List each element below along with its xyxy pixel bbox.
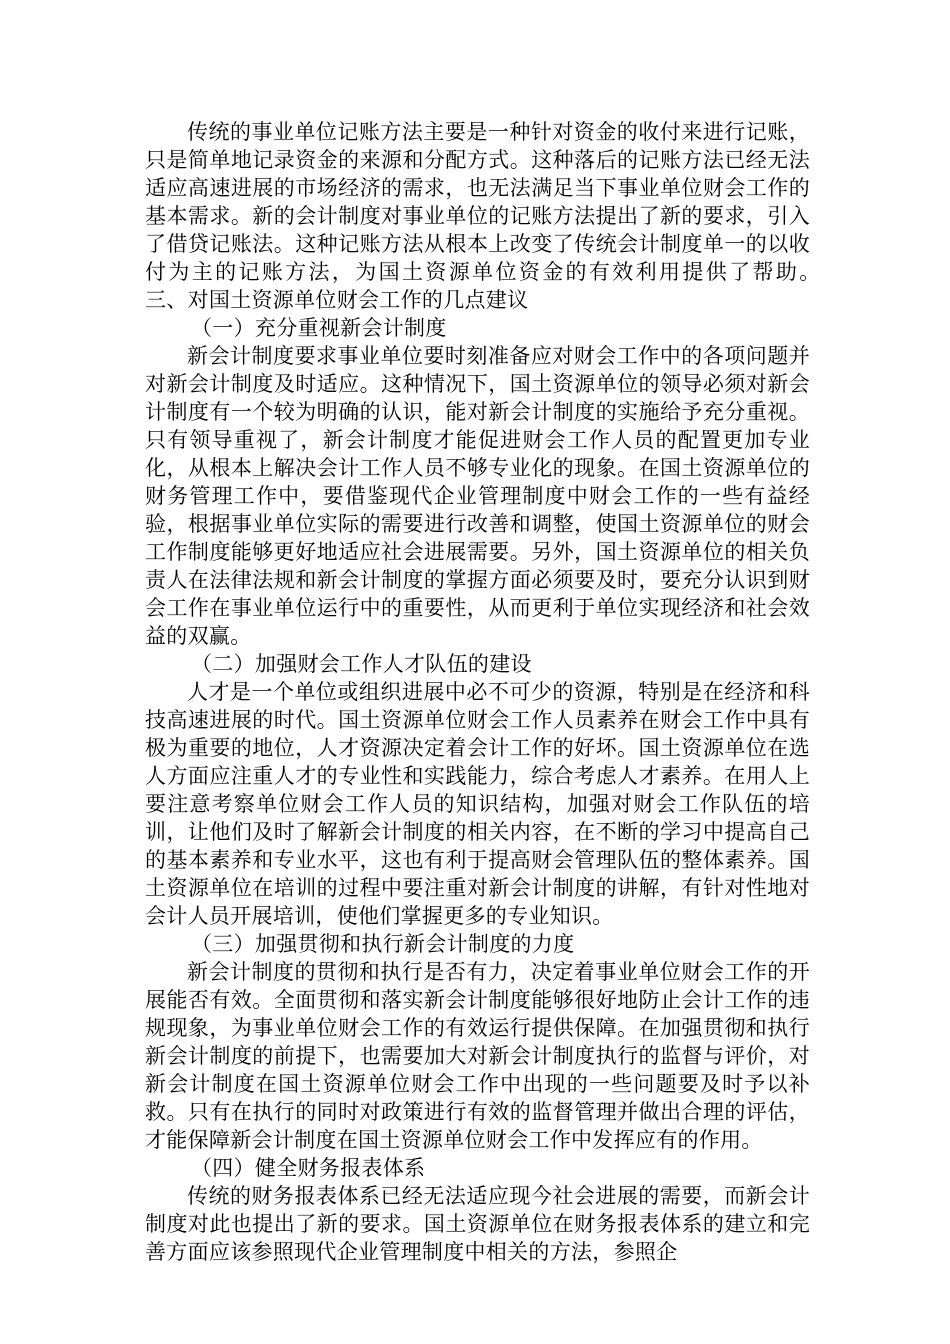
section-heading-value-new-system: （一）充分重视新会计制度 bbox=[191, 316, 447, 340]
document-page bbox=[145, 118, 874, 1266]
paragraph-value-new-system: 新会计制度要求事业单位要时刻准备应对财会工作中的各项问题并对新会计制度及时适应。这种情况下，国土资源单位的领导必须对新会计制度有一个较为明确的认识，能对新会计制度的实施给予充分重视。只有领导重视了，新会计制度才能促进财会工作人员的配置更加专业化，从根本上解决会计工作人员不够专业化的现象。在国土资源单位的财务管理工作中，要借鉴现代企业管理制度中财会工作的一些有益经验，根据事业单位实际的需要进行改善和调整，使国土资源单位的财会工作制度能够更好地适应社会进展需要。另外，国土资源单位的相关负责人在法律法规和新会计制度的掌握方面必须要及时，要充分认识到财会工作在事业单位运行中的重要性，从而更利于单位实现经济和社会效益的双赢。 bbox=[145, 344, 810, 648]
paragraph-talent-team: 人才是一个单位或组织进展中必不可少的资源，特别是在经济和科技高速进展的时代。国土资源单位财会工作人员素养在财会工作中具有极为重要的地位，人才资源决定着会计工作的好坏。国土资源单位在选人方面应注重人才的专业性和实践能力，综合考虑人才素养。在用人上要注意考察单位财会工作人员的知识结构，加强对财会工作队伍的培训，让他们及时了解新会计制度的相关内容，在不断的学习中提高自己的基本素养和专业水平，这也有利于提高财会管理队伍的整体素养。国土资源单位在培训的过程中要注重对新会计制度的讲解，有针对性地对会计人员开展培训，使他们掌握更多的专业知识。 bbox=[145, 680, 810, 928]
section-heading-financial-statements: （四）健全财务报表体系 bbox=[191, 1156, 426, 1180]
section-heading-implementation: （三）加强贯彻和执行新会计制度的力度 bbox=[191, 932, 575, 956]
section-heading-talent-team: （二）加强财会工作人才队伍的建设 bbox=[191, 652, 532, 676]
paragraph-financial-statements: 传统的财务报表体系已经无法适应现今社会进展的需要，而新会计制度对此也提出了新的要求。国土资源单位在财务报表体系的建立和完善方面应该参照现代企业管理制度中相关的方法，参照企 bbox=[145, 1184, 810, 1264]
paragraph-bookkeeping-method: 传统的事业单位记账方法主要是一种针对资金的收付来进行记账，只是简单地记录资金的来源和分配方式。这种落后的记账方法已经无法适应高速进展的市场经济的需求，也无法满足当下事业单位财会工作的基本需求。新的会计制度对事业单位的记账方法提出了新的要求，引入了借贷记账法。这种记账方法从根本上改变了传统会计制度单一的以收付为主的记账方法，为国土资源单位资金的有效利用提供了帮助。 三、对国土资源单位财会工作的几点建议 bbox=[145, 120, 874, 312]
paragraph-implementation: 新会计制度的贯彻和执行是否有力，决定着事业单位财会工作的开展能否有效。全面贯彻和落实新会计制度能够很好地防止会计工作的违规现象，为事业单位财会工作的有效运行提供保障。在加强贯彻和执行新会计制度的前提下，也需要加大对新会计制度执行的监督与评价，对新会计制度在国土资源单位财会工作中出现的一些问题要及时予以补救。只有在执行的同时对政策进行有效的监督管理并做出合理的评估，才能保障新会计制度在国土资源单位财会工作中发挥应有的作用。 bbox=[145, 960, 810, 1152]
